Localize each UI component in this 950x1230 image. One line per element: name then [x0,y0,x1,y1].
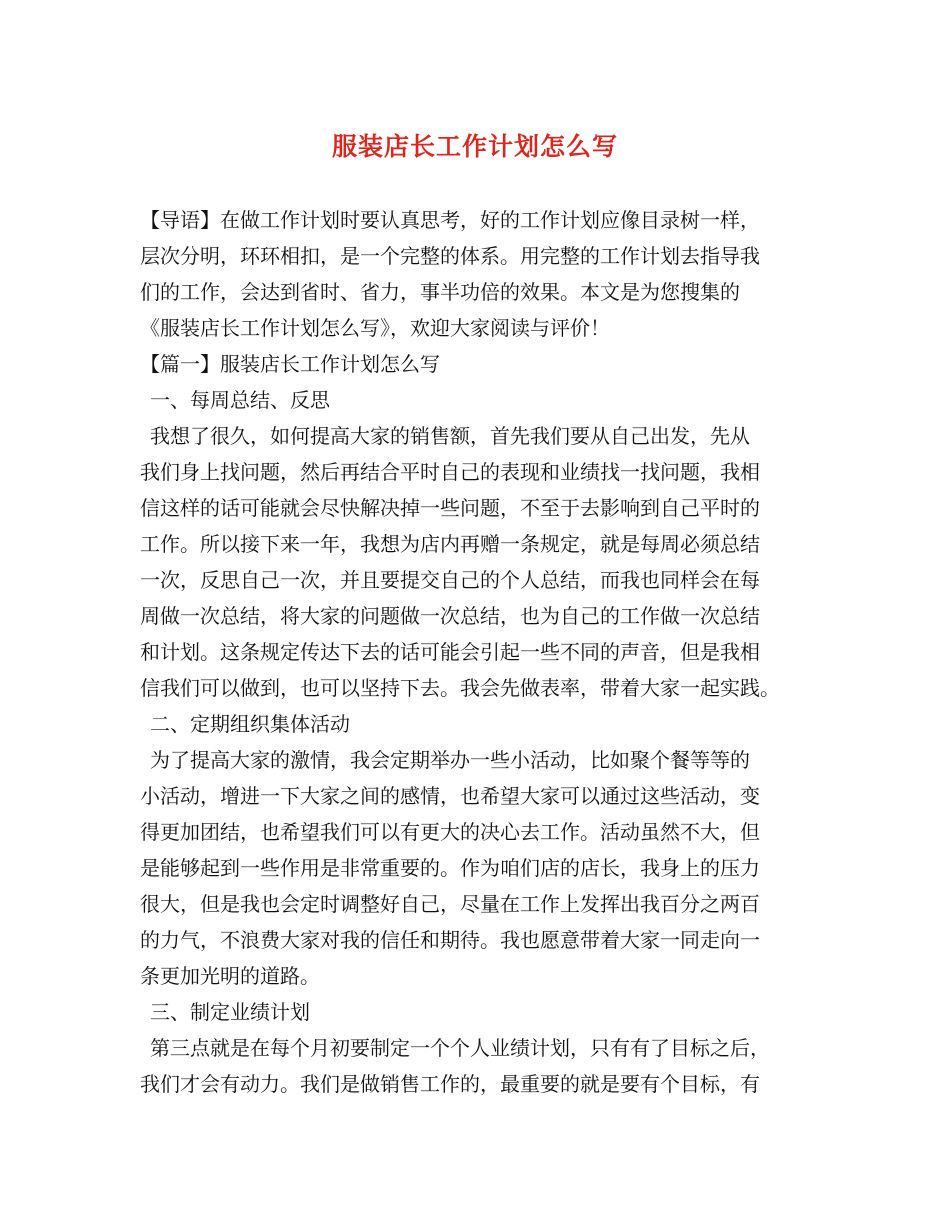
text-line: 工作。所以接下来一年，我想为店内再赠一条规定，就是每周必须总结 [140,532,760,556]
text-line: 为了提高大家的激情，我会定期举办一些小活动，比如聚个餐等等的 [150,748,750,772]
text-line: 我们身上找问题，然后再结合平时自己的表现和业绩找一找问题，我相 [140,460,760,484]
text-line: 【导语】在做工作计划时要认真思考，好的工作计划应像目录树一样， [140,208,760,232]
text-line: 二、定期组织集体活动 [150,712,350,736]
text-line: 们的工作，会达到省时、省力，事半功倍的效果。本文是为您搜集的 [140,280,740,304]
text-line: 我们才会有动力。我们是做销售工作的，最重要的就是要有个目标，有 [140,1072,760,1096]
text-line: 很大，但是我也会定时调整好自己，尽量在工作上发挥出我百分之两百 [140,892,760,916]
text-line: 我想了很久，如何提高大家的销售额，首先我们要从自己出发，先从 [150,424,750,448]
text-line: 和计划。这条规定传达下去的话可能会引起一些不同的声音，但是我相 [140,640,760,664]
text-line: 的力气，不浪费大家对我的信任和期待。我也愿意带着大家一同走向一 [140,928,760,952]
text-line: 信这样的话可能就会尽快解决掉一些问题，不至于去影响到自己平时的 [140,496,760,520]
text-line: 得更加团结，也希望我们可以有更大的决心去工作。活动虽然不大，但 [140,820,760,844]
text-line: 【篇一】服装店长工作计划怎么写 [140,352,440,376]
text-line: 是能够起到一些作用是非常重要的。作为咱们店的店长，我身上的压力 [140,856,760,880]
text-line: 层次分明，环环相扣，是一个完整的体系。用完整的工作计划去指导我 [140,244,760,268]
text-line: 小活动，增进一下大家之间的感情，也希望大家可以通过这些活动，变 [140,784,760,808]
document-body [140,202,830,1102]
text-line: 一次，反思自己一次，并且要提交自己的个人总结，而我也同样会在每 [140,568,760,592]
text-line: 周做一次总结，将大家的问题做一次总结，也为自己的工作做一次总结 [140,604,760,628]
text-line: 一、每周总结、反思 [150,388,330,412]
document-title: 服装店长工作计划怎么写 [331,132,618,161]
text-line: 第三点就是在每个月初要制定一个个人业绩计划，只有有了目标之后， [150,1036,770,1060]
text-line: 信我们可以做到，也可以坚持下去。我会先做表率，带着大家一起实践。 [140,676,780,700]
text-line: 条更加光明的道路。 [140,964,320,988]
text-line: 三、制定业绩计划 [150,1000,310,1024]
text-line: 《服装店长工作计划怎么写》，欢迎大家阅读与评价！ [140,316,610,340]
